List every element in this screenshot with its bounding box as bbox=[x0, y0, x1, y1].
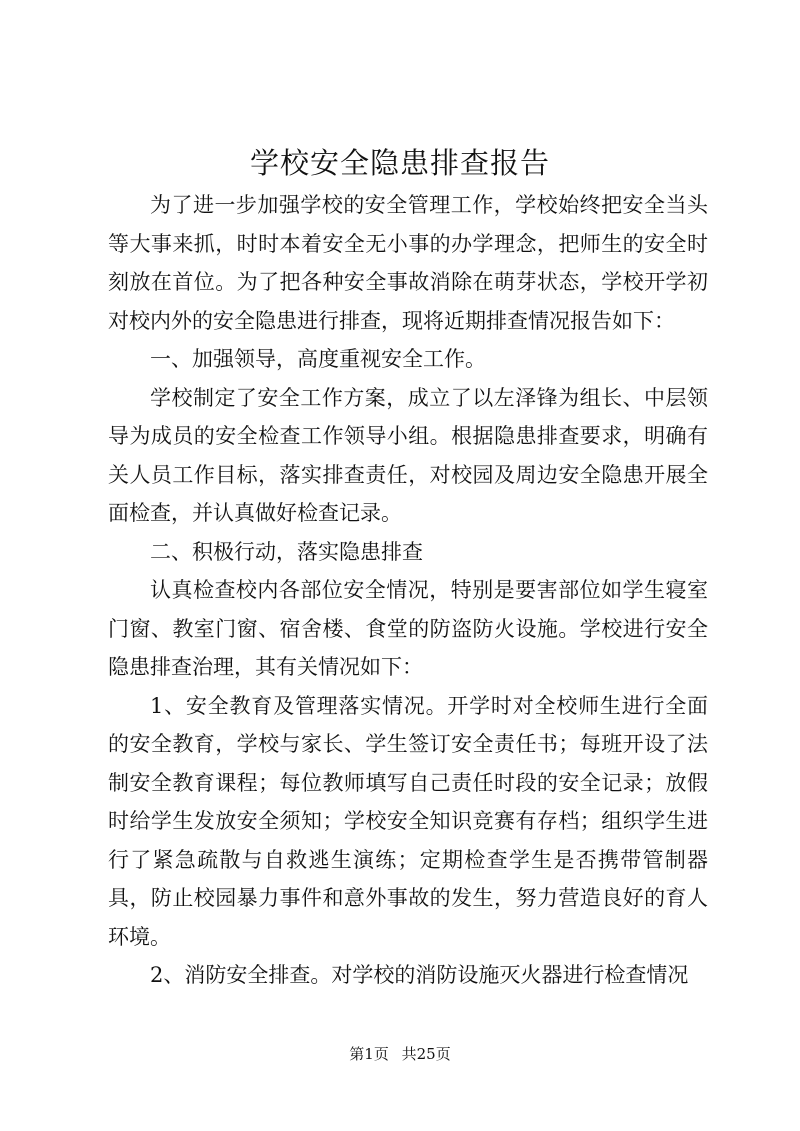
paragraph-section-1: 学校制定了安全工作方案，成立了以左泽锋为组长、中层领导为成员的安全检查工作领导小组。根据隐患排查要求，明确有关人员工作目标，落实排查责任，对校园及周边安全隐患开展全面检查，并认真做好检查记录。 bbox=[108, 385, 708, 525]
document-body bbox=[108, 186, 708, 995]
paragraph-intro: 为了进一步加强学校的安全管理工作，学校始终把安全当头等大事来抓，时时本着安全无小事的办学理念，把师生的安全时刻放在首位。为了把各种安全事故消除在萌芽状态，学校开学初对校内外的安全隐患进行排查，现将近期排查情况报告如下： bbox=[108, 193, 708, 333]
section-heading-2: 二、积极行动，落实隐患排查 bbox=[150, 539, 423, 564]
document-title: 学校安全隐患排查报告 bbox=[249, 146, 550, 180]
section-heading-1: 一、加强领导，高度重视安全工作。 bbox=[150, 347, 486, 371]
page-footer bbox=[0, 1044, 800, 1064]
page-total: 共25页 bbox=[401, 1045, 451, 1063]
paragraph-section-2: 认真检查校内各部位安全情况，特别是要害部位如学生寝室门窗、教室门窗、宿舍楼、食堂的防盗防火设施。学校进行安全隐患排查治理，其有关情况如下： bbox=[108, 578, 708, 679]
page-number: 第1页 bbox=[349, 1045, 389, 1063]
paragraph-item-2: 2、消防安全排查。对学校的消防设施灭火器进行检查情况 bbox=[150, 963, 689, 987]
paragraph-item-1: 1、安全教育及管理落实情况。开学时对全校师生进行全面的安全教育，学校与家长、学生签订安全责任书；每班开设了法制安全教育课程；每位教师填写自己责任时段的安全记录；放假时给学生发放安全须知；学校安全知识竞赛有存档；组织学生进行了紧急疏散与自救逃生演练；定期检查学生是否携带管制器具，防止校园暴力事件和意外事故的发生，努力营造良好的育人环境。 bbox=[108, 693, 708, 949]
